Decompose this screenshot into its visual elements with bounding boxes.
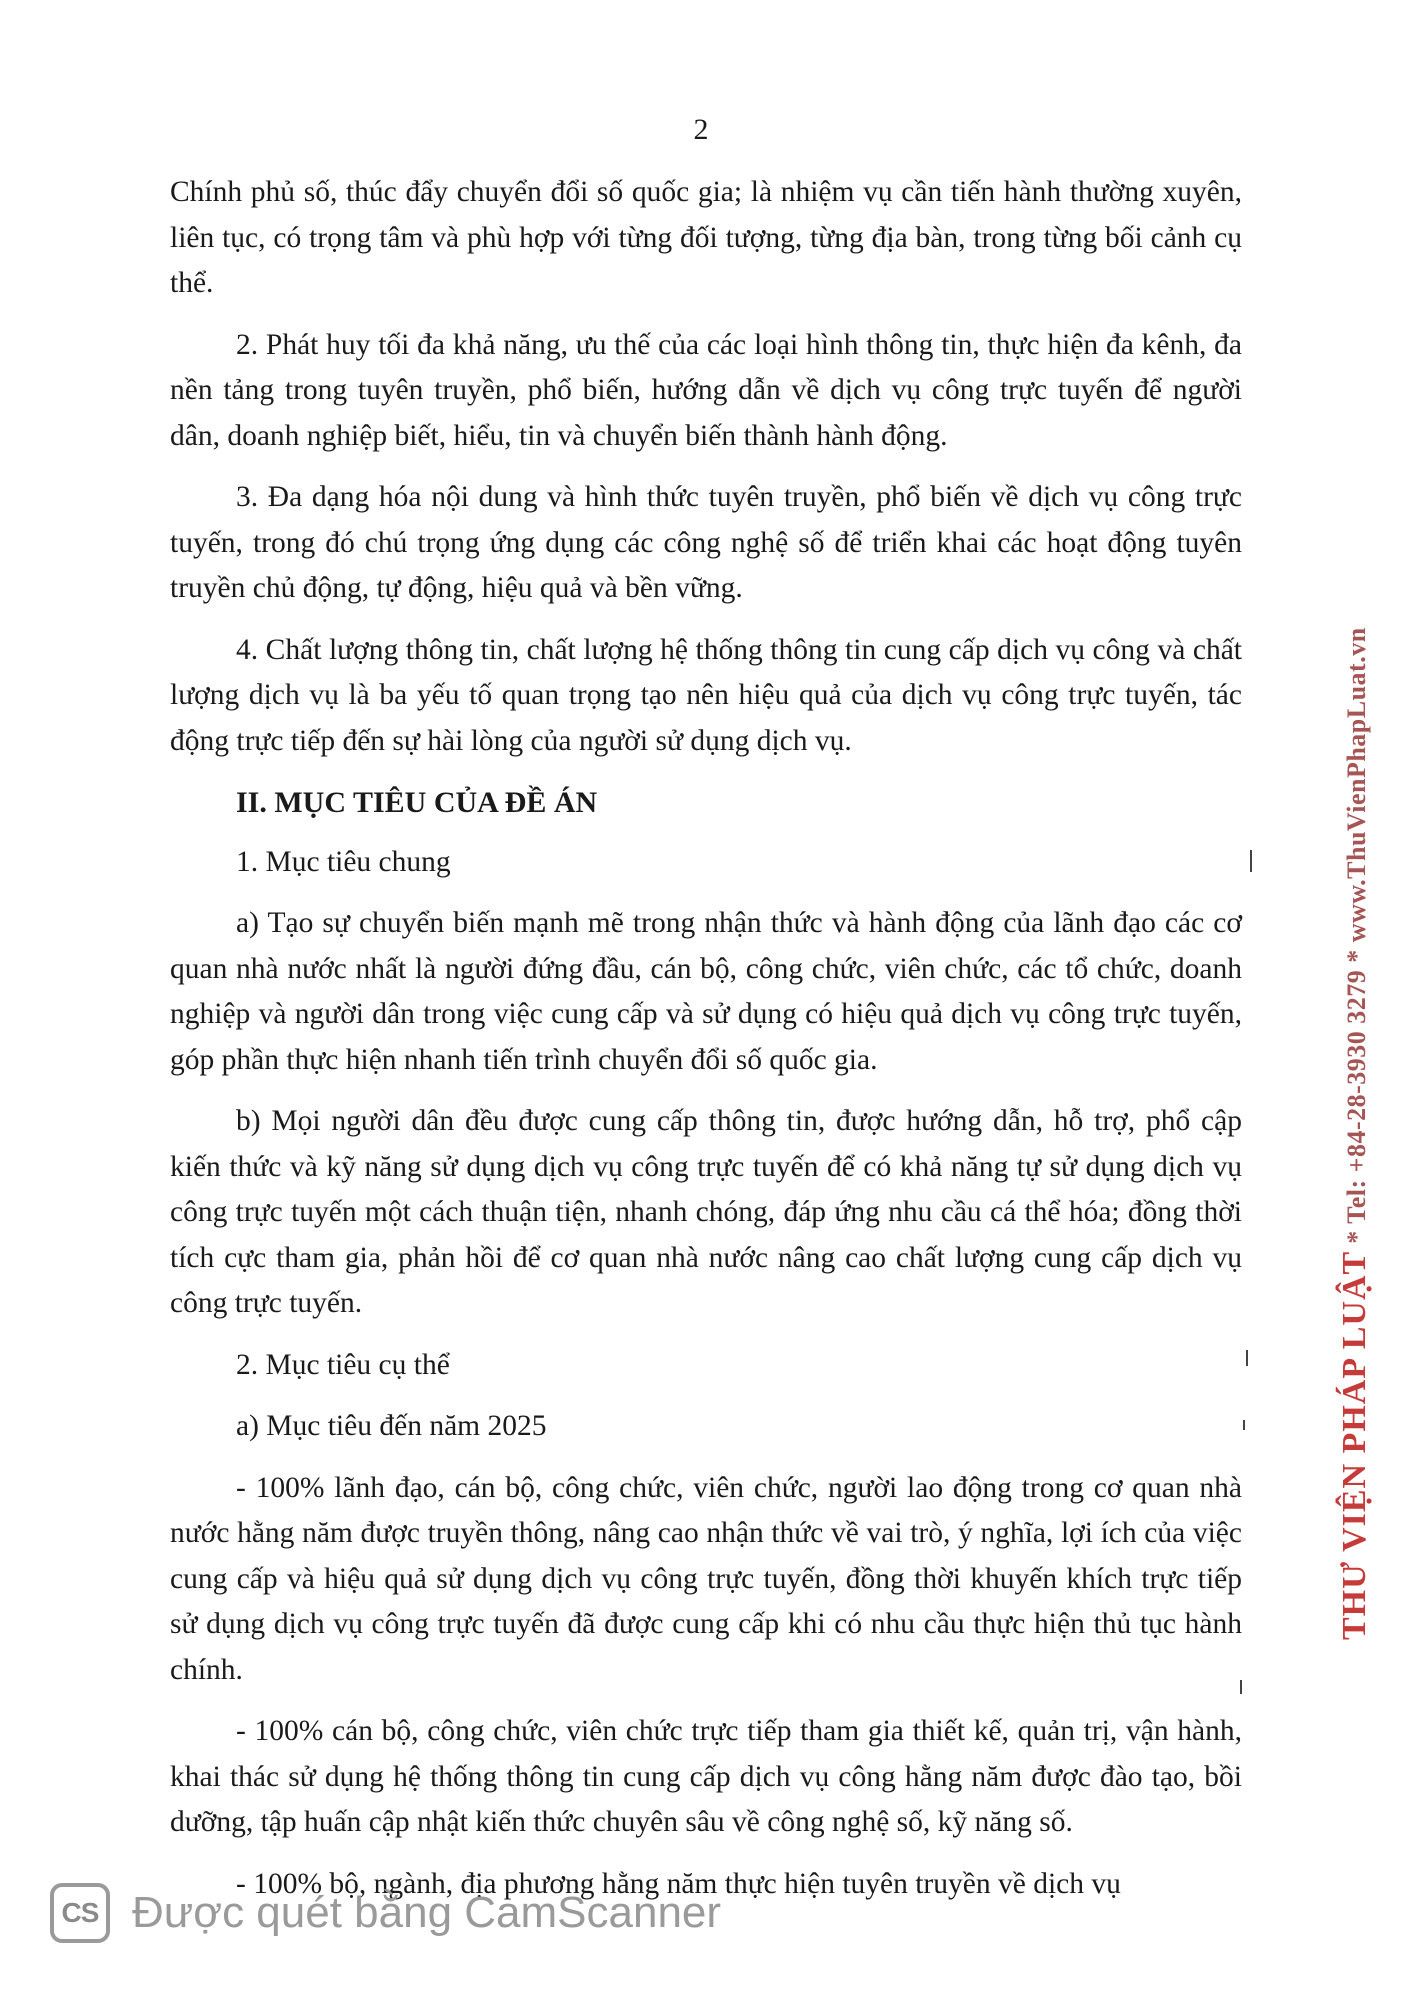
camscanner-mark xyxy=(50,1878,721,1948)
principle-3: 3. Đa dạng hóa nội dung và hình thức tuyên truyền, phổ biến về dịch vụ công trực tuyến, trong đó chú trọng ứng dụng các công nghệ số để triển khai các hoạt động tuyên truyền chủ động, tự động, hiệu quả và bền vững. xyxy=(170,481,1242,604)
scan-artifact-tick xyxy=(1240,1680,1242,1694)
watermark-contact xyxy=(1342,1244,1371,1251)
general-goal-b: b) Mọi người dân đều được cung cấp thông tin, được hướng dẫn, hỗ trợ, phổ cập kiến thức và kỹ năng sử dụng dịch vụ công trực tuyến để có khả năng tự sử dụng dịch vụ công trực tuyến một cách thuận tiện, nhanh chóng, đáp ứng nhu cầu cá thể hóa; đồng thời tích cực tham gia, phản hồi để cơ quan nhà nước nâng cao chất lượng cung cấp dịch vụ công trực tuyến. xyxy=(170,1105,1242,1319)
watermark-brand: THƯ VIỆN PHÁP LUẬT xyxy=(1336,1250,1373,1640)
scan-artifact-tick xyxy=(1246,1350,1248,1366)
paragraph-continuation: Chính phủ số, thúc đẩy chuyển đổi số quốc gia; là nhiệm vụ cần tiến hành thường xuyên, liên tục, có trọng tâm và phù hợp với từng đối tượng, từng địa bàn, trong từng bối cảnh cụ thể. xyxy=(170,176,1242,299)
document-body xyxy=(170,170,1242,1923)
principle-2: 2. Phát huy tối đa khả năng, ưu thế của các loại hình thông tin, thực hiện đa kênh, đa nền tảng trong tuyên truyền, phổ biến, hướng dẫn về dịch vụ công trực tuyến để người dân, doanh nghiệp biết, hiểu, tin và chuyển biến thành hành động. xyxy=(170,328,1242,452)
vertical-watermark xyxy=(1338,627,1374,1640)
scan-artifact-tick xyxy=(1243,1420,1245,1430)
goal-item: - 100% lãnh đạo, cán bộ, công chức, viên chức, người lao động trong cơ quan nhà nước hằng năm được truyền thông, nâng cao nhận thức về vai trò, ý nghĩa, lợi ích của việc cung cấp và hiệu quả sử dụng dịch vụ công trực tuyến, đồng thời khuyến khích trực tiếp sử dụng dịch vụ công trực tuyến đã được cung cấp khi có nhu cầu thực hiện thủ tục hành chính. xyxy=(170,1471,1242,1686)
subsection-general-goals: 1. Mục tiêu chung xyxy=(236,845,451,878)
page-number: 2 xyxy=(693,113,709,146)
subsection-specific-goals: 2. Mục tiêu cụ thể xyxy=(236,1348,450,1381)
camscanner-text: Được quét bằng CamScanner xyxy=(132,1888,722,1937)
general-goal-a: a) Tạo sự chuyển biến mạnh mẽ trong nhận thức và hành động của lãnh đạo các cơ quan nhà nước nhất là người đứng đầu, cán bộ, công chức, viên chức, các tổ chức, doanh nghiệp và người dân trong việc cung cấp và sử dụng có hiệu quả dịch vụ công trực tuyến, góp phần thực hiện nhanh tiến trình chuyển đổi số quốc gia. xyxy=(170,907,1242,1076)
scan-artifact-tick xyxy=(1250,850,1252,872)
goal-item: - 100% bộ, ngành, địa phương hằng năm thực hiện tuyên truyền về dịch vụ xyxy=(236,1867,1121,1900)
goal-2025-heading: a) Mục tiêu đến năm 2025 xyxy=(236,1410,547,1442)
section-heading: II. MỤC TIÊU CỦA ĐỀ ÁN xyxy=(236,786,598,819)
principle-4: 4. Chất lượng thông tin, chất lượng hệ thống thông tin cung cấp dịch vụ công và chất lượng dịch vụ là ba yếu tố quan trọng tạo nên hiệu quả của dịch vụ công trực tuyến, tác động trực tiếp đến sự hài lòng của người sử dụng dịch vụ. xyxy=(170,633,1242,757)
camscanner-logo-icon: CS xyxy=(50,1883,110,1943)
goal-item: - 100% cán bộ, công chức, viên chức trực tiếp tham gia thiết kế, quản trị, vận hành, khai thác sử dụng hệ thống thông tin cung cấp dịch vụ công hằng năm được đào tạo, bồi dưỡng, tập huấn cập nhật kiến thức chuyên sâu về công nghệ số, kỹ năng số. xyxy=(170,1715,1242,1838)
watermark-contact-text: * Tel: +84-28-3930 3279 * www.ThuVienPhapLuat.vn xyxy=(1342,627,1371,1244)
